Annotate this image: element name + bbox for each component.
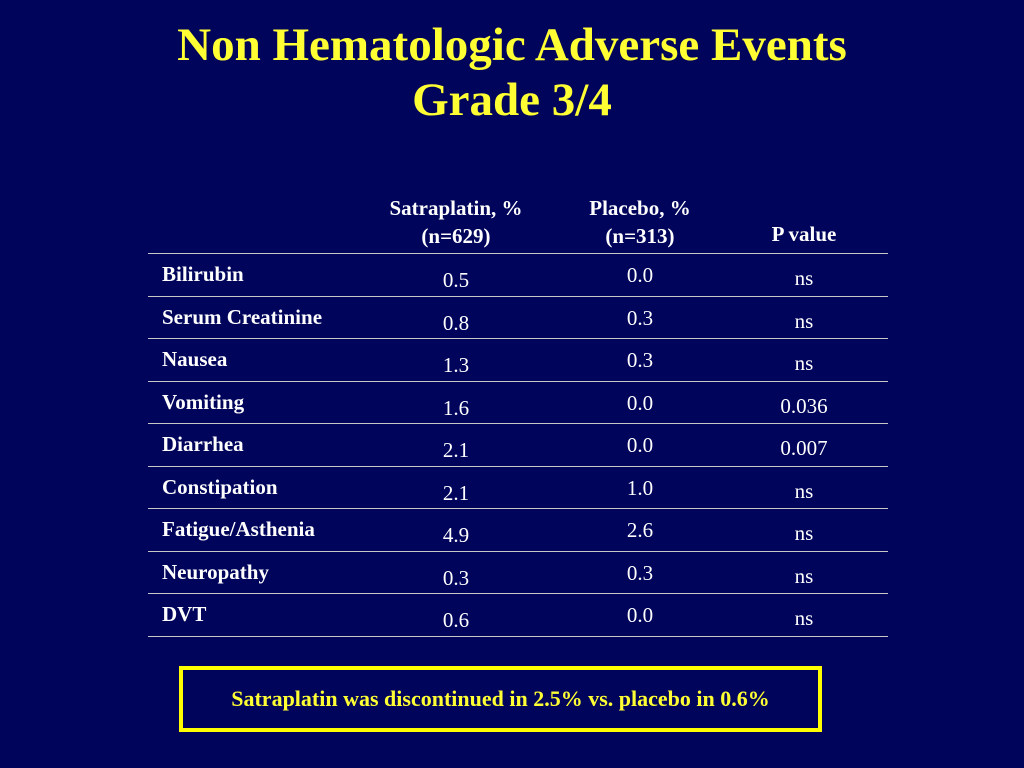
header-placebo-line2: (n=313): [605, 224, 675, 248]
table-row: [148, 552, 888, 595]
satraplatin-value: 0.5: [442, 268, 470, 292]
pvalue-value: ns: [794, 563, 814, 588]
table-row: [148, 594, 888, 637]
placebo-value: 0.0: [626, 390, 654, 415]
event-label: Serum Creatinine: [162, 304, 323, 329]
placebo-value: 0.3: [626, 560, 654, 585]
placebo-value: 0.0: [626, 433, 654, 457]
table-row: [148, 424, 888, 467]
placebo-value: 2.6: [626, 518, 654, 542]
event-label: Vomiting: [162, 389, 245, 414]
table-row: [148, 382, 888, 425]
satraplatin-value: 1.3: [442, 353, 470, 377]
pvalue-value: ns: [794, 606, 814, 630]
event-label: DVT: [162, 602, 207, 626]
event-label: Constipation: [162, 474, 278, 499]
header-satraplatin-line1: Satraplatin, %: [389, 196, 523, 220]
header-pvalue: P value: [771, 222, 837, 246]
table-row: [148, 297, 888, 340]
slide-title-line2: Grade 3/4: [412, 74, 612, 126]
placebo-value: 1.0: [626, 475, 654, 500]
header-satraplatin-line2: (n=629): [421, 224, 491, 248]
pvalue-value: ns: [794, 478, 814, 503]
event-label: Neuropathy: [162, 559, 269, 584]
footnote-box: [179, 666, 822, 732]
footnote-text: Satraplatin was discontinued in 2.5% vs. placebo in 0.6%: [231, 686, 770, 711]
placebo-value: 0.3: [626, 348, 654, 372]
satraplatin-value: 1.6: [442, 395, 470, 420]
slide-title-line1: Non Hematologic Adverse Events: [177, 19, 847, 71]
placebo-value: 0.0: [626, 603, 654, 627]
event-label: Diarrhea: [162, 432, 244, 456]
header-satraplatin: [356, 194, 556, 250]
event-label: Nausea: [162, 347, 228, 371]
satraplatin-value: 2.1: [442, 438, 470, 462]
pvalue-value: ns: [794, 521, 814, 545]
pvalue-value: ns: [794, 351, 814, 375]
pvalue-value: ns: [794, 266, 814, 290]
adverse-events-table: [148, 190, 888, 637]
table-row: [148, 339, 888, 382]
satraplatin-value: 0.3: [442, 565, 470, 590]
table-header-row: [148, 190, 888, 254]
table-row: [148, 254, 888, 297]
event-label: Fatigue/Asthenia: [162, 517, 315, 541]
satraplatin-value: 0.8: [442, 310, 470, 335]
pvalue-value: 0.036: [780, 393, 828, 418]
placebo-value: 0.3: [626, 305, 654, 330]
satraplatin-value: 0.6: [442, 608, 470, 632]
satraplatin-value: 2.1: [442, 480, 470, 505]
table-row: [148, 509, 888, 552]
slide-title: [0, 18, 1024, 128]
event-label: Bilirubin: [162, 262, 244, 286]
header-placebo-line1: Placebo, %: [589, 196, 691, 220]
table-row: [148, 467, 888, 510]
pvalue-value: 0.007: [780, 436, 828, 460]
satraplatin-value: 4.9: [442, 523, 470, 547]
pvalue-value: ns: [794, 308, 814, 333]
placebo-value: 0.0: [626, 263, 654, 287]
